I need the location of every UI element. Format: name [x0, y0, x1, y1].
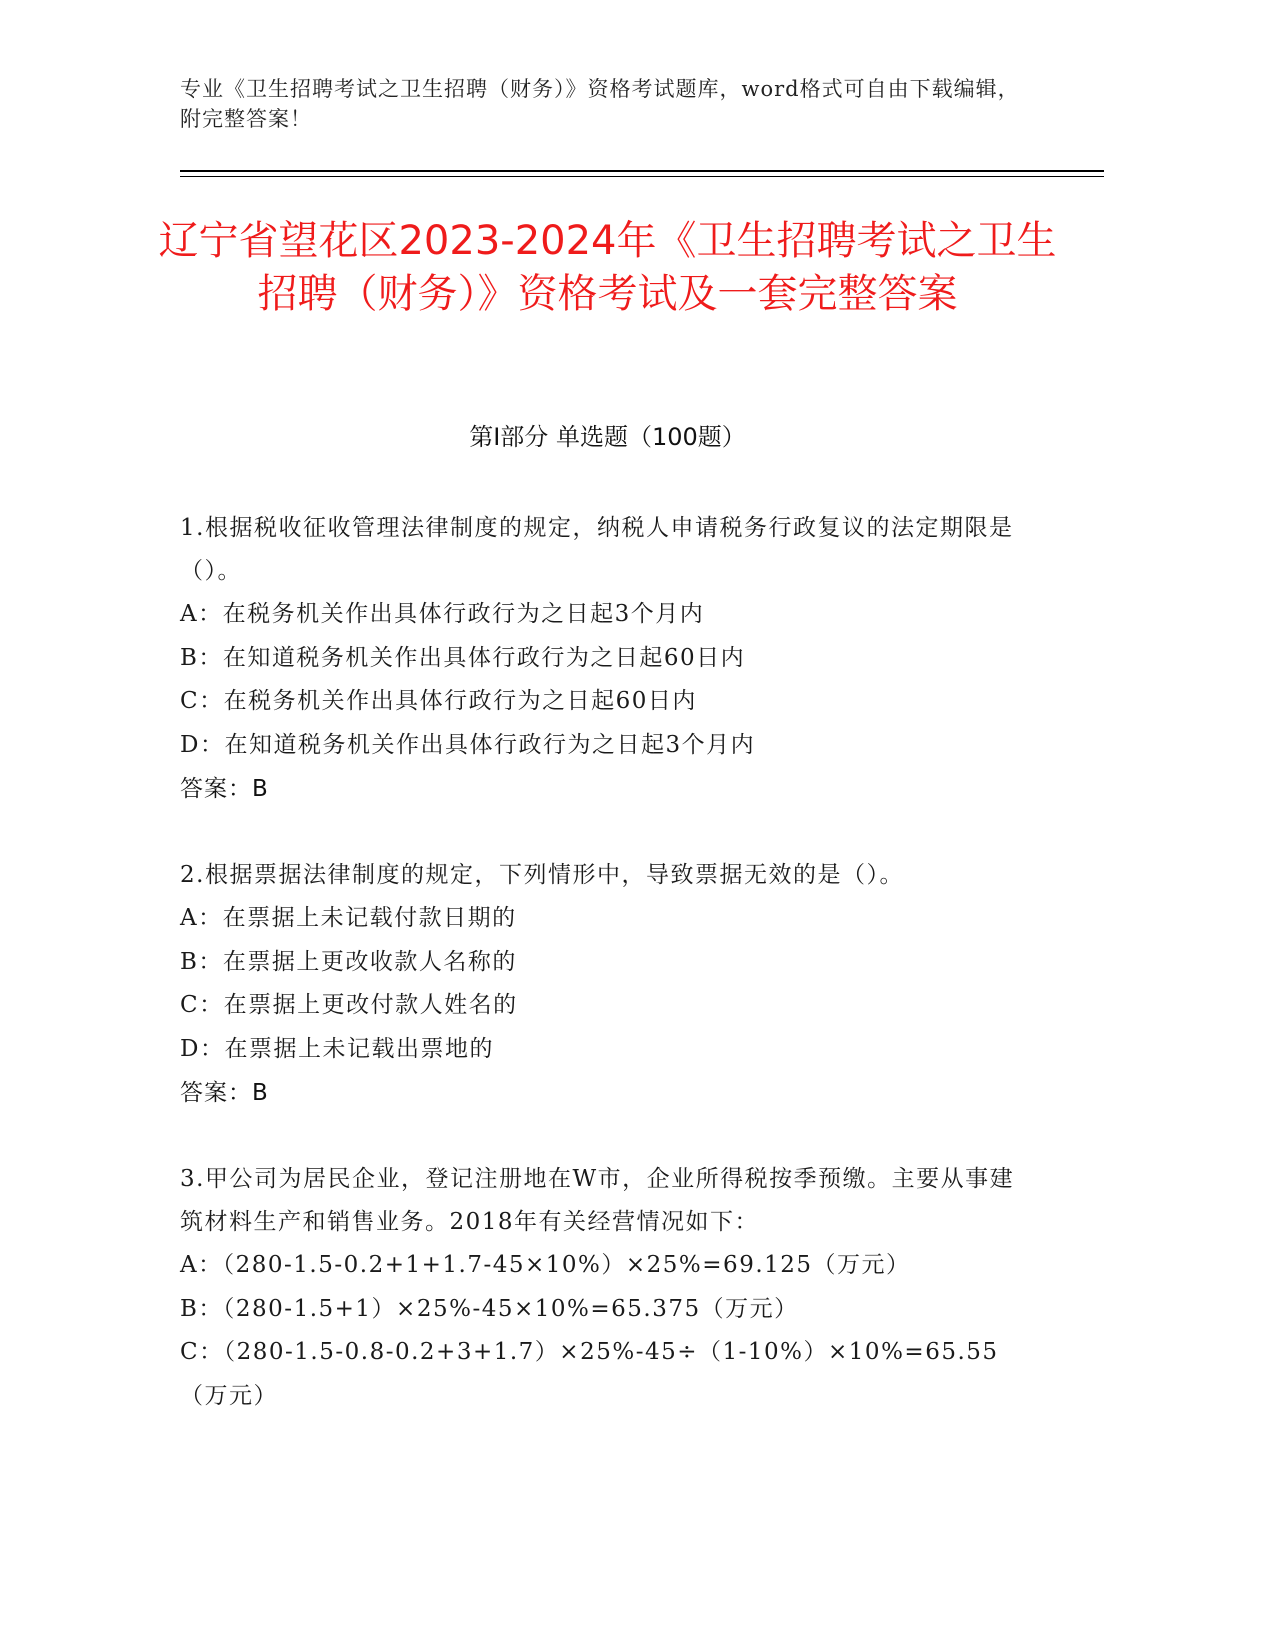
section-heading: 第Ⅰ部分 单选题（100题）: [469, 423, 746, 451]
header-divider-thin: [180, 176, 1104, 177]
question-1: [180, 507, 1020, 811]
question-stem: 1.根据税收征收管理法律制度的规定，纳税人申请税务行政复议的法定期限是（）。: [180, 515, 1014, 584]
option-d: D：在票据上未记载出票地的: [180, 1035, 494, 1062]
question-list: [180, 507, 1020, 1461]
question-stem: 2.根据票据法律制度的规定，下列情形中，导致票据无效的是（）。: [180, 862, 904, 888]
document-title: 辽宁省望花区2023-2024年《卫生招聘考试之卫生招聘（财务）》资格考试及一套完整答案: [158, 218, 1057, 317]
option-a: A：在票据上未记载付款日期的: [180, 905, 517, 931]
question-2: [180, 854, 1020, 1115]
option-b: B：在票据上更改收款人名称的: [180, 948, 517, 975]
question-3: [180, 1158, 1020, 1418]
option-a: A：（280-1.5-0.2+1+1.7-45×10%）×25%=69.125（万元）: [180, 1252, 911, 1278]
answer-line: 答案：B: [180, 1080, 269, 1106]
option-b: B：（280-1.5+1）×25%-45×10%=65.375（万元）: [180, 1295, 799, 1322]
option-c: C：（280-1.5-0.8-0.2+3+1.7）×25%-45÷（1-10%）×10%=65.55（万元）: [180, 1339, 999, 1409]
option-a: A：在税务机关作出具体行政行为之日起3个月内: [180, 601, 705, 627]
header-divider-thick: [180, 170, 1104, 172]
header-note: 专业《卫生招聘考试之卫生招聘（财务）》资格考试题库，word格式可自由下载编辑，附完整答案！: [180, 77, 1020, 131]
answer-line: 答案：B: [180, 776, 269, 802]
option-d: D：在知道税务机关作出具体行政行为之日起3个月内: [180, 731, 756, 758]
option-c: C：在票据上更改付款人姓名的: [180, 992, 518, 1018]
question-stem: 3.甲公司为居民企业，登记注册地在W市，企业所得税按季预缴。主要从事建筑材料生产和销售业务。2018年有关经营情况如下：: [180, 1166, 1015, 1235]
option-c: C：在税务机关作出具体行政行为之日起60日内: [180, 688, 697, 714]
option-b: B：在知道税务机关作出具体行政行为之日起60日内: [180, 644, 746, 671]
